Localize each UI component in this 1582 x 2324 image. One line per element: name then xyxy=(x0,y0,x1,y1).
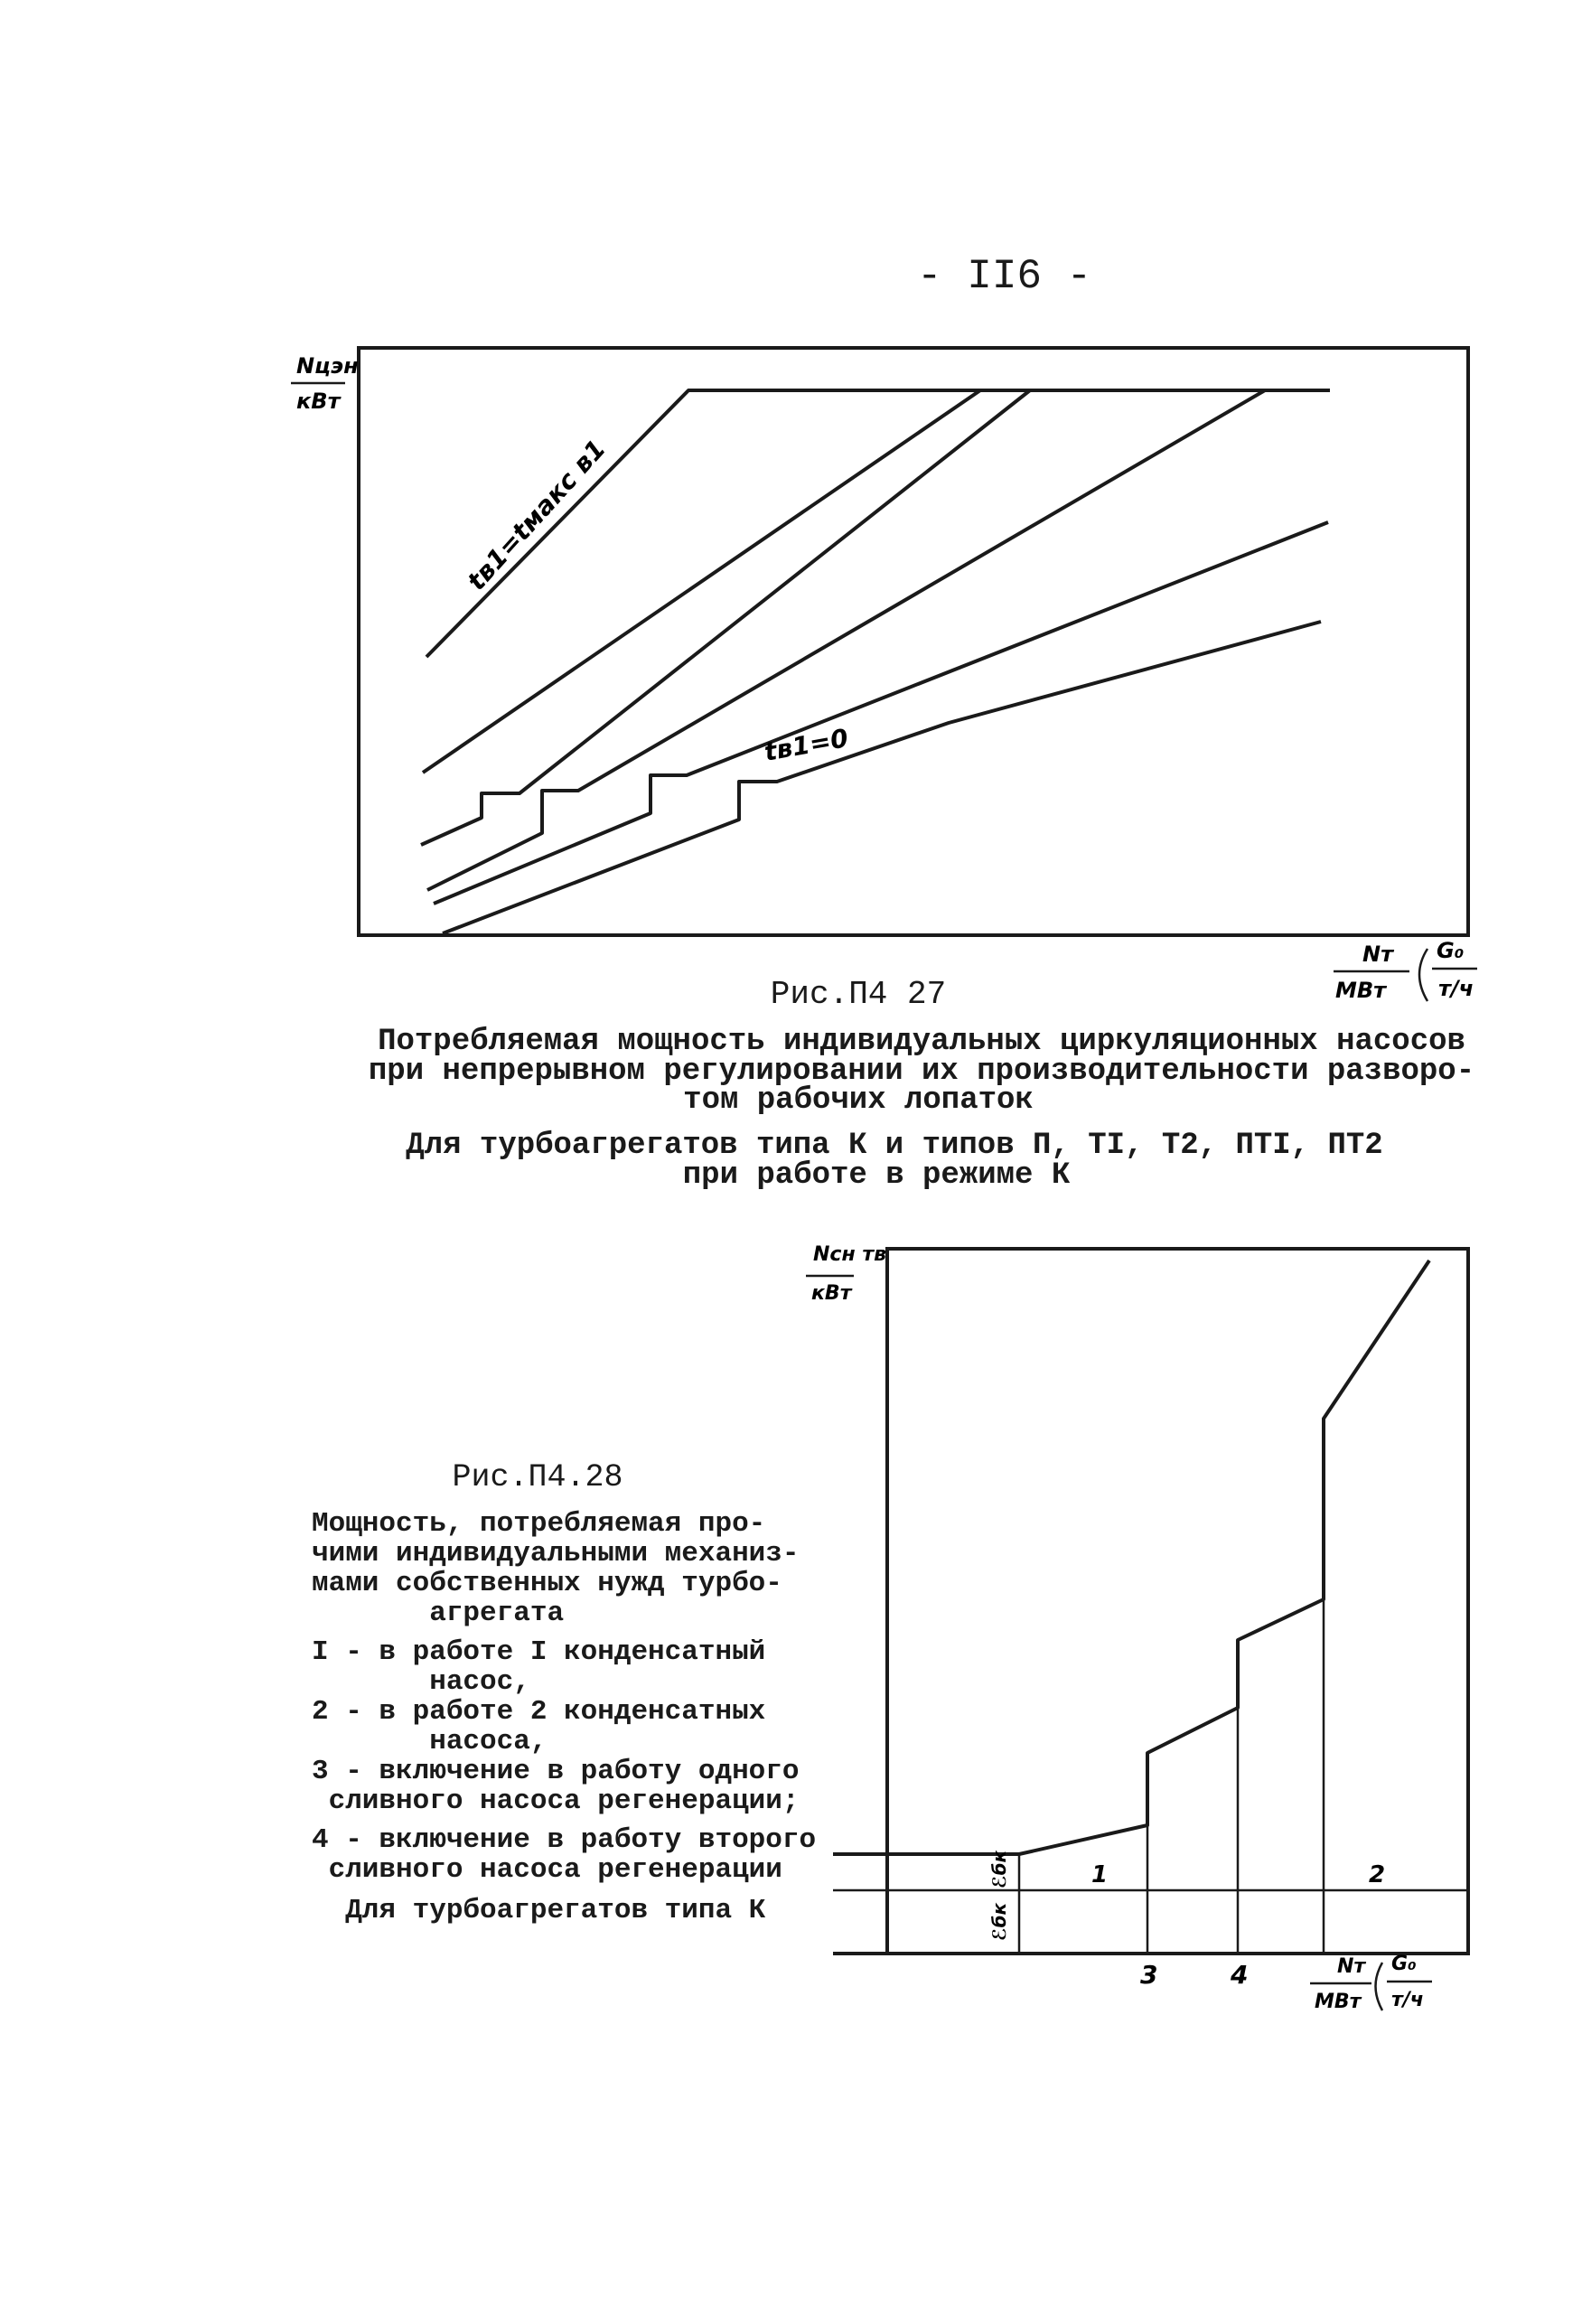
figure-2-step-curve xyxy=(887,1260,1429,1854)
figure-1-ylabel-num: Nцэн xyxy=(296,353,359,379)
figure-1-xlabel-paren xyxy=(1419,949,1428,1001)
figure-1-curve-4 xyxy=(427,390,1265,890)
figure-2-xlabel-den: МВт xyxy=(1315,1991,1362,2013)
figure-1-ylabel-den: кВт xyxy=(296,389,341,414)
legend-line: I - в работе I конденсатный xyxy=(312,1636,766,1668)
figure-2-range-label-bottom: ℰбк xyxy=(988,1902,1010,1941)
legend-line: 3 - включение в работу одного xyxy=(312,1756,800,1787)
figure-2-marker-3: 3 xyxy=(1140,1960,1158,1990)
figure-2-marker-4: 4 xyxy=(1231,1960,1249,1990)
figure-1-caption-line: Для турбоагрегатов типа К и типов П, ТI, Т2, ПТI, ПТ2 xyxy=(406,1129,1383,1163)
figure-1-curve-5 xyxy=(434,522,1328,904)
figure-2-xlabel-paren xyxy=(1376,1963,1383,2010)
figure-1-caption-line: том рабочих лопаток xyxy=(683,1083,1034,1118)
legend-line: Для турбоагрегатов типа К xyxy=(312,1895,766,1926)
figure-2-region-2: 2 xyxy=(1369,1861,1386,1888)
figure-2-ylabel-num: Nсн тв xyxy=(813,1243,886,1266)
figure-2-region-1: 1 xyxy=(1091,1861,1109,1888)
legend-line: 4 - включение в работу второго xyxy=(312,1824,817,1856)
legend-line: агрегата xyxy=(312,1598,565,1629)
legend-line: мами собственных нужд турбо- xyxy=(312,1568,782,1599)
legend-line: насос, xyxy=(312,1666,530,1698)
figure-2-xlabel-alt-den: т/ч xyxy=(1391,1989,1424,2011)
legend-line: насоса, xyxy=(312,1726,548,1757)
figure-1-chart xyxy=(0,0,1582,1039)
figure-2-xlabel-num: Nт xyxy=(1337,1955,1366,1978)
figure-1-xlabel-alt-num: G₀ xyxy=(1437,938,1465,963)
figure-2-frame xyxy=(887,1249,1468,1954)
figure-1-caption-line: Потребляемая мощность индивидуальных циркуляционных насосов xyxy=(378,1025,1465,1059)
figure-1-annotation-max: tв1=tмакс в1 xyxy=(461,434,612,596)
figure-1-xlabel-den: МВт xyxy=(1335,978,1387,1003)
legend-line: сливного насоса регенерации xyxy=(312,1854,782,1886)
figure-1-xlabel-alt-den: т/ч xyxy=(1438,976,1474,1001)
figure-1-caption-line: при работе в режиме К xyxy=(682,1158,1071,1193)
figure-2-range-label-top: ℰбк xyxy=(988,1850,1010,1888)
figure-1-annotation-zero: tв1=0 xyxy=(762,723,851,767)
legend-line: 2 - в работе 2 конденсатных xyxy=(312,1696,766,1728)
legend-line: чими индивидуальными механиз- xyxy=(312,1538,800,1570)
page-number: - II6 - xyxy=(917,253,1092,300)
figure-2-xlabel-alt-num: G₀ xyxy=(1391,1953,1417,1975)
figure-1-caption-title: Рис.П4 27 xyxy=(770,976,947,1013)
figure-1-caption-line: при непрерывном регулировании их производительности разворо- xyxy=(368,1054,1475,1089)
figure-2-ylabel-den: кВт xyxy=(811,1282,852,1305)
figure-2-caption-title: Рис.П4.28 xyxy=(452,1459,623,1495)
legend-line: сливного насоса регенерации; xyxy=(312,1785,800,1817)
figure-1-curve-2 xyxy=(423,390,980,773)
figure-1-xlabel-num: Nт xyxy=(1362,942,1393,967)
figure-2-legend xyxy=(312,1509,816,1926)
legend-line: Мощность, потребляемая про- xyxy=(312,1508,766,1540)
figure-1-curve-3 xyxy=(421,390,1030,845)
